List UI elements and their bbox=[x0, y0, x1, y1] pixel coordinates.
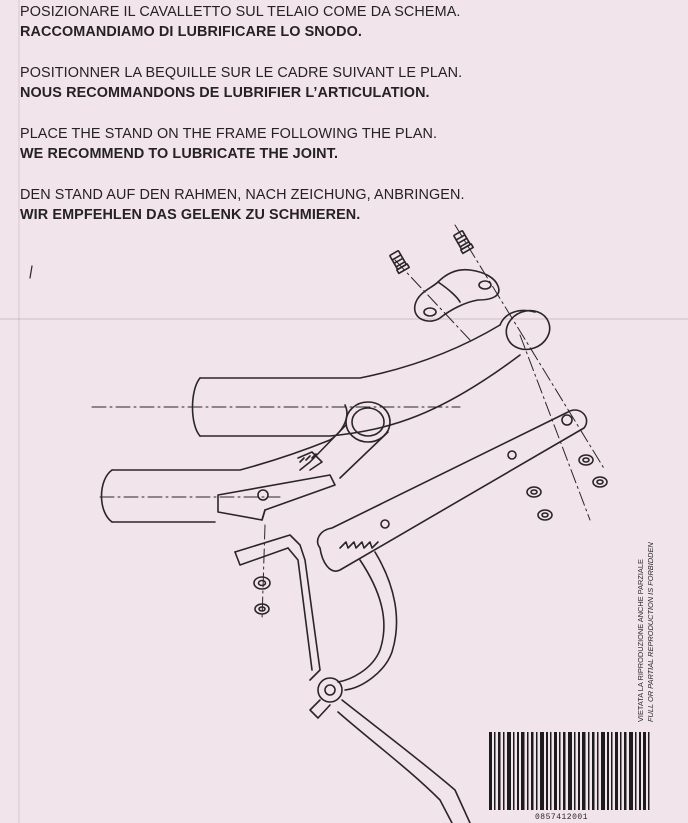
frame-pivot-boss bbox=[300, 402, 390, 478]
copyright-line-english: FULL OR PARTIAL REPRODUCTION IS FORBIDDEN bbox=[645, 542, 655, 722]
clamp-bolts bbox=[389, 230, 473, 273]
center-lines bbox=[92, 225, 605, 620]
copyright-notice bbox=[636, 497, 655, 722]
instruction-line: POSITIONNER LA BEQUILLE SUR LE CADRE SUIVANT LE PLAN. bbox=[20, 65, 463, 81]
instruction-recommendation: NOUS RECOMMANDONS DE LUBRIFIER L’ARTICULATION. bbox=[20, 85, 430, 101]
instruction-line: POSIZIONARE IL CAVALLETTO SUL TELAIO COME DA SCHEMA. bbox=[20, 4, 461, 20]
instruction-line: PLACE THE STAND ON THE FRAME FOLLOWING THE PLAN. bbox=[20, 126, 438, 142]
lower-frame-tube bbox=[102, 405, 347, 522]
stray-mark bbox=[30, 266, 32, 278]
arm-nuts-right bbox=[527, 455, 607, 520]
instruction-recommendation: WIR EMPFEHLEN DAS GELENK ZU SCHMIEREN. bbox=[20, 207, 361, 223]
barcode bbox=[487, 732, 657, 823]
stand-leg bbox=[235, 535, 470, 823]
return-spring bbox=[340, 542, 378, 548]
barcode-bars bbox=[487, 732, 657, 812]
upper-frame-tube bbox=[193, 305, 556, 436]
clamp-bracket bbox=[415, 270, 499, 321]
instruction-recommendation: RACCOMANDIAMO DI LUBRIFICARE LO SNODO. bbox=[20, 24, 362, 40]
instruction-recommendation: WE RECOMMEND TO LUBRICATE THE JOINT. bbox=[20, 146, 339, 162]
barcode-number: 0857412001 bbox=[535, 813, 589, 822]
copyright-line-italian: VIETATA LA RIPRODUZIONE ANCHE PARZIALE bbox=[636, 559, 645, 722]
mounting-bracket bbox=[218, 452, 335, 520]
instruction-line: DEN STAND AUF DEN RAHMEN, NACH ZEICHUNG, ANBRINGEN. bbox=[20, 187, 465, 203]
